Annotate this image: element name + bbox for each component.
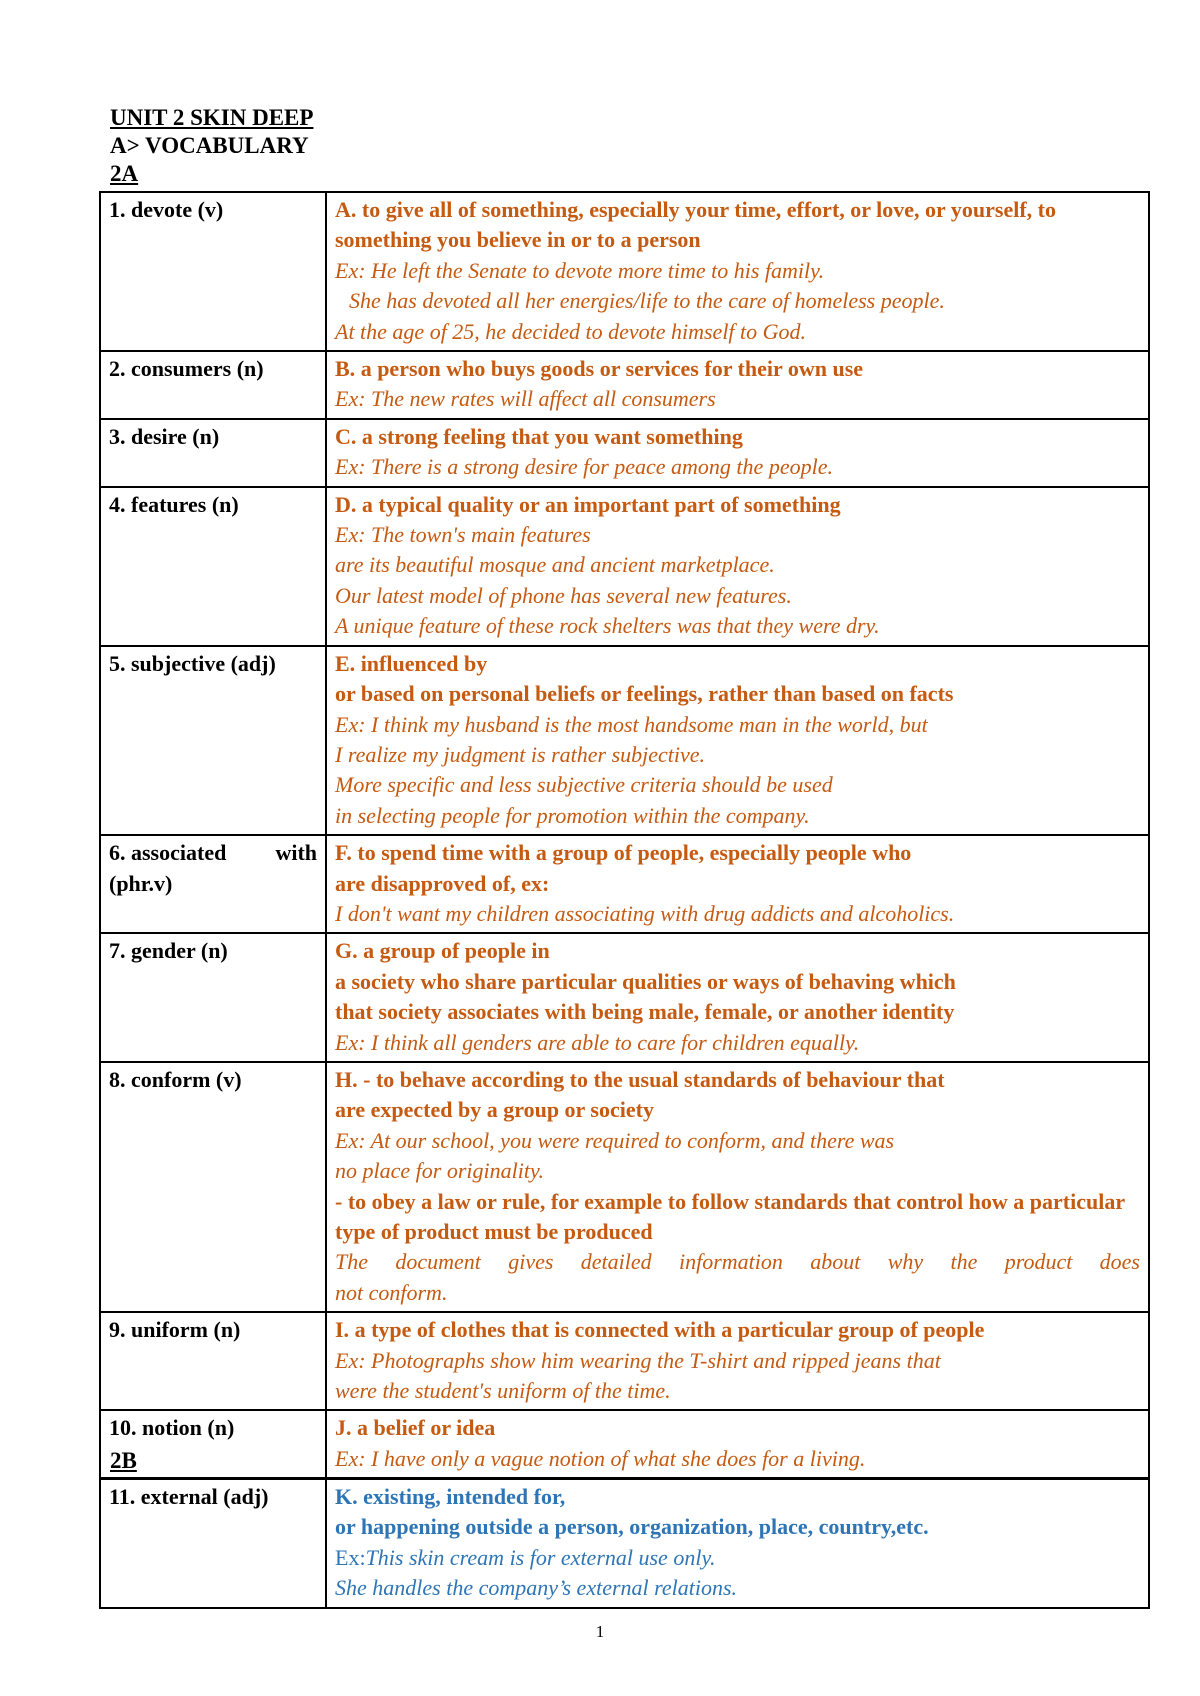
example-text: no place for originality. [335,1158,544,1184]
example-text: Ex: The new rates will affect all consumers [335,386,716,412]
table-row [100,1479,1149,1608]
table-row [100,351,1149,419]
section-heading: A> VOCABULARY [110,133,309,158]
example-text: Ex: I think all genders are able to care for children equally. [335,1029,860,1055]
definition-text: A. to give all of something, especially your time, effort, or love, or yourself, to something you believe in or to a person [335,197,1056,253]
definition-text: J. a belief or idea [335,1415,496,1441]
term-cell: 1. devote (v) [100,192,326,351]
table-row [100,1410,1149,1478]
example-text: not conform. [335,1279,448,1305]
subsection-2a-heading: 2A [110,161,139,186]
term-cell: 5. subjective (adj) [100,646,326,835]
page-number: 1 [595,1622,605,1641]
definition-cell [326,1479,1149,1608]
definition-text: or happening outside a person, organization, place, country,etc. [335,1514,929,1540]
example-text: Ex: There is a strong desire for peace among the people. [335,454,833,480]
definition-cell [326,646,1149,835]
example-text: Ex: I have only a vague notion of what she does for a living. [335,1445,866,1471]
table-row [100,646,1149,835]
unit-title: UNIT 2 SKIN DEEP [110,105,314,130]
definition-cell [326,1312,1149,1410]
definition-text: are disapproved of, ex: [335,870,550,896]
definition-text: G. a group of people in [335,938,550,964]
definition-text: F. to spend time with a group of people, especially people who [335,840,912,866]
term-cell: 11. external (adj) [100,1479,326,1608]
term-cell: 10. notion (n) [100,1410,326,1478]
table-row [100,192,1149,351]
example-text: The document gives detailed information about why the product does [335,1249,1140,1275]
example-text: were the student's uniform of the time. [335,1378,671,1404]
definition-text: I. a type of clothes that is connected with a particular group of people [335,1317,985,1343]
definition-text: H. - to behave according to the usual standards of behaviour that [335,1066,945,1092]
example-text: Ex: The town's main features [335,522,591,548]
definition-text: D. a typical quality or an important part of something [335,491,841,517]
definition-text: K. existing, intended for, [335,1484,566,1509]
term-cell: 3. desire (n) [100,419,326,487]
definition-cell [326,933,1149,1062]
example-text: I realize my judgment is rather subjective. [335,741,706,767]
example-text: Ex: I think my husband is the most handsome man in the world, but [335,711,928,737]
vocabulary-table-2a [99,191,1150,1479]
table-row [100,835,1149,933]
example-text: in selecting people for promotion within the company. [335,802,810,828]
definition-cell [326,192,1149,351]
definition-text: E. influenced by [335,650,488,676]
table-row [100,487,1149,646]
example-text: She has devoted all her energies/life to the care of homeless people. [349,288,945,314]
definition-cell [326,351,1149,419]
example-text: A unique feature of these rock shelters was that they were dry. [335,613,880,639]
example-text: Ex: He left the Senate to devote more time to his family. [335,257,825,283]
subsection-2b-heading: 2B [110,1448,137,1473]
definition-cell [326,1062,1149,1312]
definition-text: that society associates with being male, female, or another identity [335,999,955,1025]
example-text: Ex: Photographs show him wearing the T-shirt and ripped jeans that [335,1347,941,1373]
term-cell: 7. gender (n) [100,933,326,1062]
definition-cell [326,1410,1149,1478]
definition-cell [326,835,1149,933]
term-cell: 4. features (n) [100,487,326,646]
term-cell: 2. consumers (n) [100,351,326,419]
definition-text: are expected by a group or society [335,1097,654,1123]
table-row [100,1062,1149,1312]
definition-cell [326,419,1149,487]
example-text: More specific and less subjective criteria should be used [335,772,833,798]
example-text: She handles the company’s external relations. [335,1575,738,1601]
example-text: Ex: At our school, you were required to conform, and there was [335,1127,895,1153]
term-cell: 9. uniform (n) [100,1312,326,1410]
definition-text: - to obey a law or rule, for example to follow standards that control how a particular type of product must be produced [335,1188,1125,1244]
example-text: are its beautiful mosque and ancient marketplace. [335,552,775,578]
example-text: Our latest model of phone has several new features. [335,582,792,608]
example-text: I don't want my children associating with drug addicts and alcoholics. [335,900,955,926]
definition-text: or based on personal beliefs or feelings, rather than based on facts [335,681,954,707]
definition-text: a society who share particular qualities or ways of behaving which [335,968,956,994]
definition-cell [326,487,1149,646]
table-row [100,933,1149,1062]
example-text: At the age of 25, he decided to devote himself to God. [335,318,807,344]
example-text: Ex:This skin cream is for external use only. [335,1544,716,1570]
table-row [100,419,1149,487]
vocabulary-table-2b [99,1478,1150,1609]
term-cell: 6. associated with (phr.v) [100,835,326,933]
definition-text: B. a person who buys goods or services for their own use [335,356,864,382]
table-row [100,1312,1149,1410]
term-cell: 8. conform (v) [100,1062,326,1312]
definition-text: C. a strong feeling that you want something [335,423,743,449]
